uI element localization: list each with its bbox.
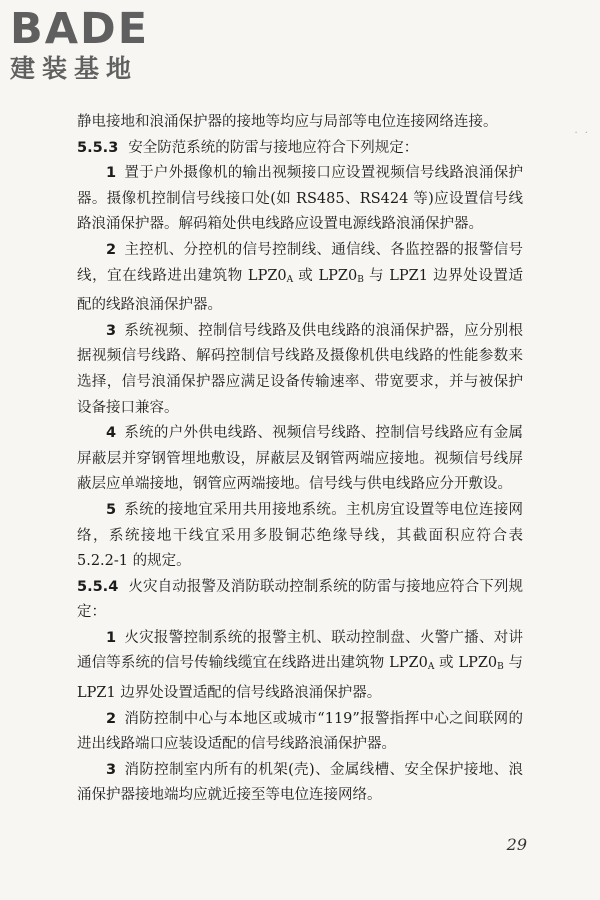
item-number: 5 bbox=[106, 501, 117, 518]
subscript: A bbox=[286, 274, 294, 285]
item-text-part: 与 LPZ1 边界处设置适配的线路浪涌保护器。 bbox=[77, 267, 524, 314]
item-number: 2 bbox=[106, 710, 117, 727]
clause-5-5-3-item-1 bbox=[77, 161, 523, 238]
item-text: 消防控制中心与本地区或城市“119”报警指挥中心之间联网的进出线路端口应装设适配的信号线路浪涌保护器。 bbox=[77, 710, 523, 753]
item-text-part: 或 LPZ0 bbox=[434, 655, 498, 672]
clause-text: 火灾自动报警及消防联动控制系统的防雷与接地应符合下列规定： bbox=[77, 578, 523, 621]
clause-5-5-4-item-3 bbox=[77, 758, 523, 809]
item-number: 2 bbox=[106, 241, 117, 258]
logo-wordmark: BADE bbox=[10, 4, 150, 54]
item-text-part: 火灾报警控制系统的报警主机、联动控制盘、火警广播、对讲通信等系统的信号传输线缆宜在线路进出建筑物 LPZ0 bbox=[77, 629, 523, 672]
item-text: 系统的户外供电线路、视频信号线路、控制信号线路应有金属屏蔽层并穿钢管埋地敷设，屏蔽层及钢管两端应接地。视频信号线屏蔽层应单端接地，钢管应两端接地。信号线与供电线路应分开敷设。 bbox=[77, 425, 523, 493]
intro-paragraph: 静电接地和浪涌保护器的接地等均应与局部等电位连接网络连接。 bbox=[77, 114, 498, 130]
item-number: 1 bbox=[106, 629, 117, 646]
clause-5-5-3-item-3 bbox=[77, 319, 523, 421]
item-number: 3 bbox=[106, 322, 117, 339]
subscript: B bbox=[357, 274, 364, 285]
clause-5-5-4 bbox=[77, 575, 523, 626]
item-text-part: 主控机、分控机的信号控制线、通信线、各监控器的报警信号线，宜在线路进出建筑物 LPZ0 bbox=[77, 241, 523, 284]
item-number: 1 bbox=[106, 165, 117, 182]
logo-chinese-name: 建装基地 bbox=[10, 54, 139, 83]
clause-5-5-4-item-2 bbox=[77, 707, 523, 758]
subscript: B bbox=[497, 662, 504, 673]
page-number: 29 bbox=[506, 835, 527, 854]
clause-number: 5.5.4 bbox=[77, 578, 119, 595]
document-body bbox=[77, 110, 523, 809]
clause-number: 5.5.3 bbox=[77, 139, 119, 156]
item-number: 3 bbox=[106, 761, 117, 778]
clause-5-5-3-item-5 bbox=[77, 498, 523, 575]
clause-5-5-4-item-1 bbox=[77, 626, 523, 707]
item-text: 消防控制室内所有的机架(壳)、金属线槽、安全保护接地、浪涌保护器接地端均应就近接至等电位连接网络。 bbox=[77, 761, 523, 804]
item-text: 系统视频、控制信号线路及供电线路的浪涌保护器，应分别根据视频信号线路、解码控制信号线路及摄像机供电线路的性能参数来选择，信号浪涌保护器应满足设备传输速率、带宽要求，并与被保护设备接口兼容。 bbox=[77, 322, 523, 416]
item-number: 4 bbox=[106, 425, 117, 442]
item-text-part: 或 LPZ0 bbox=[293, 267, 358, 284]
clause-5-5-3-item-4 bbox=[77, 421, 523, 498]
item-text: 置于户外摄像机的输出视频接口应设置视频信号线路浪涌保护器。摄像机控制信号线接口处(如 RS485、RS424 等)应设置信号线路浪涌保护器。解码箱处供电线路应设置电源线路浪涌保护器。 bbox=[77, 165, 523, 233]
scan-speck: · · bbox=[574, 128, 590, 139]
subscript: A bbox=[427, 662, 435, 673]
bade-logo bbox=[10, 6, 185, 84]
clause-5-5-3-item-2 bbox=[77, 238, 523, 319]
item-text: 系统的接地宜采用共用接地系统。主机房宜设置等电位连接网络，系统接地干线宜采用多股铜芯绝缘导线，其截面积应符合表 5.2.2-1 的规定。 bbox=[77, 501, 523, 570]
item-text-part: 与 LPZ1 边界处设置适配的信号线路浪涌保护器。 bbox=[77, 655, 524, 702]
clause-5-5-3 bbox=[77, 136, 523, 162]
clause-text: 安全防范系统的防雷与接地应符合下列规定： bbox=[128, 139, 419, 156]
